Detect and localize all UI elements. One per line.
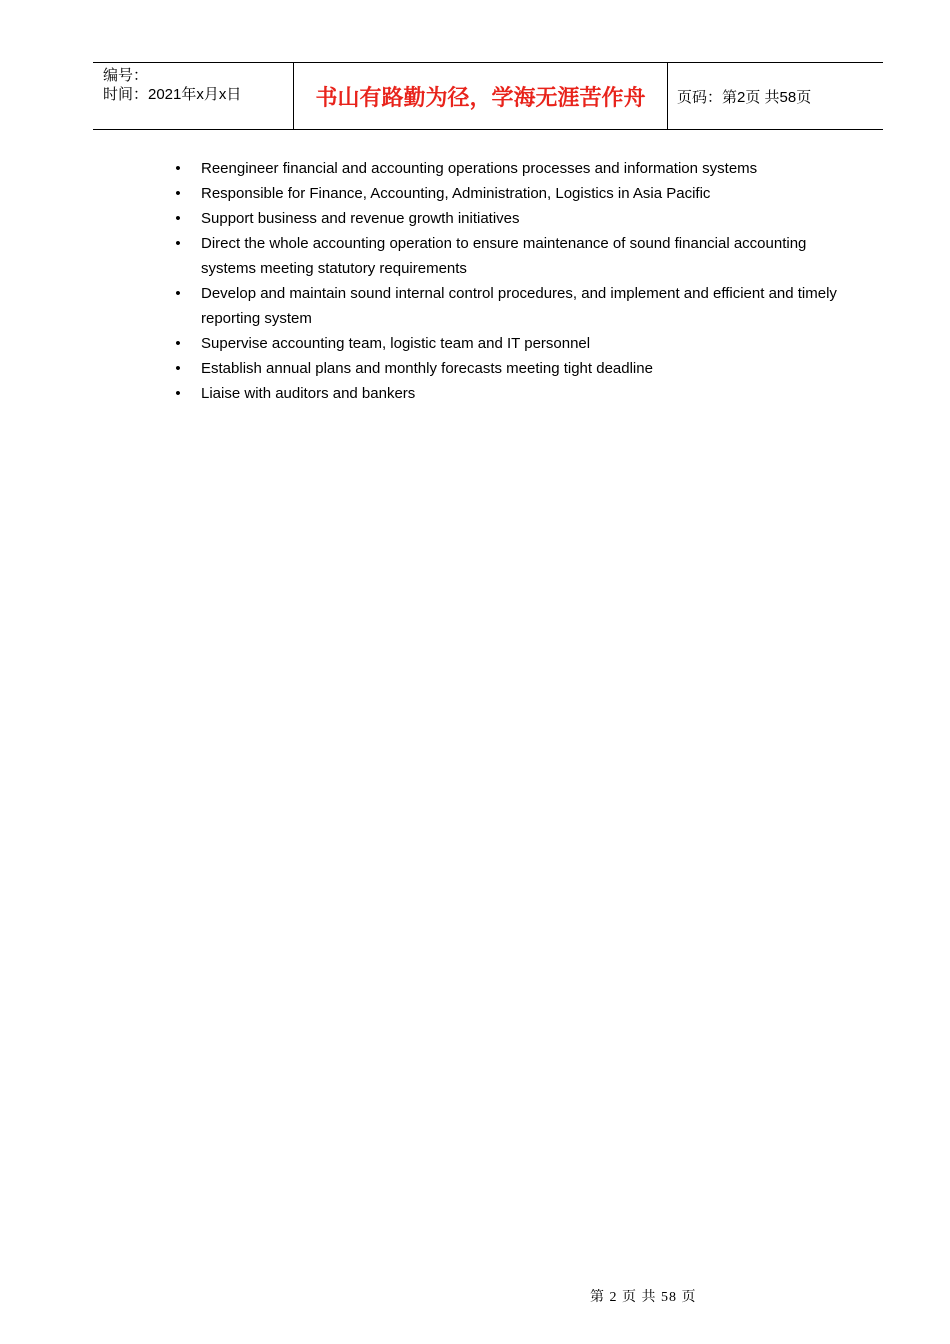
list-item: [0, 281, 856, 331]
list-item-text: Liaise with auditors and bankers: [201, 385, 416, 402]
list-item-text: Supervise accounting team, logistic team and IT personnel: [201, 335, 591, 352]
footer-page-number: 第 2 页 共 58 页: [590, 1290, 697, 1305]
bullet-icon: •: [175, 360, 181, 377]
list-item: [0, 381, 856, 406]
list-item: [0, 206, 856, 231]
time-label: 时间：2021年x月x日: [103, 86, 242, 103]
list-item-text: Direct the whole accounting operation to ensure maintenance of sound financial accounting systems meeting statutory requirements: [201, 235, 807, 277]
list-item-text: Support business and revenue growth initiatives: [201, 210, 520, 227]
bullet-icon: •: [175, 185, 181, 202]
bullet-icon: •: [175, 285, 181, 302]
header-meta-cell: [93, 63, 294, 129]
header-page-info: 页码：第2页 共58页: [677, 88, 812, 106]
list-item-text: Reengineer financial and accounting operations processes and information systems: [201, 160, 758, 177]
bullet-icon: •: [175, 335, 181, 352]
serial-number-label: 编号：: [103, 67, 149, 84]
list-item: [0, 181, 856, 206]
header-page-cell: [668, 63, 883, 129]
list-item: [0, 356, 856, 381]
responsibilities-list: [0, 156, 950, 406]
bullet-icon: •: [175, 210, 181, 227]
page-footer: [0, 1286, 950, 1306]
list-item-text: Establish annual plans and monthly forecasts meeting tight deadline: [201, 360, 653, 377]
bullet-icon: •: [175, 385, 181, 402]
header-motto-cell: [294, 63, 668, 129]
list-item-text: Develop and maintain sound internal control procedures, and implement and efficient and timely reporting system: [201, 285, 837, 327]
bullet-icon: •: [175, 160, 181, 177]
list-item: [0, 156, 856, 181]
page-header: [93, 62, 883, 130]
bullet-icon: •: [175, 235, 181, 252]
list-item-text: Responsible for Finance, Accounting, Administration, Logistics in Asia Pacific: [201, 185, 711, 202]
list-item: [0, 331, 856, 356]
motto-text: 书山有路勤为径，学海无涯苦作舟: [315, 84, 646, 110]
list-item: [0, 231, 856, 281]
